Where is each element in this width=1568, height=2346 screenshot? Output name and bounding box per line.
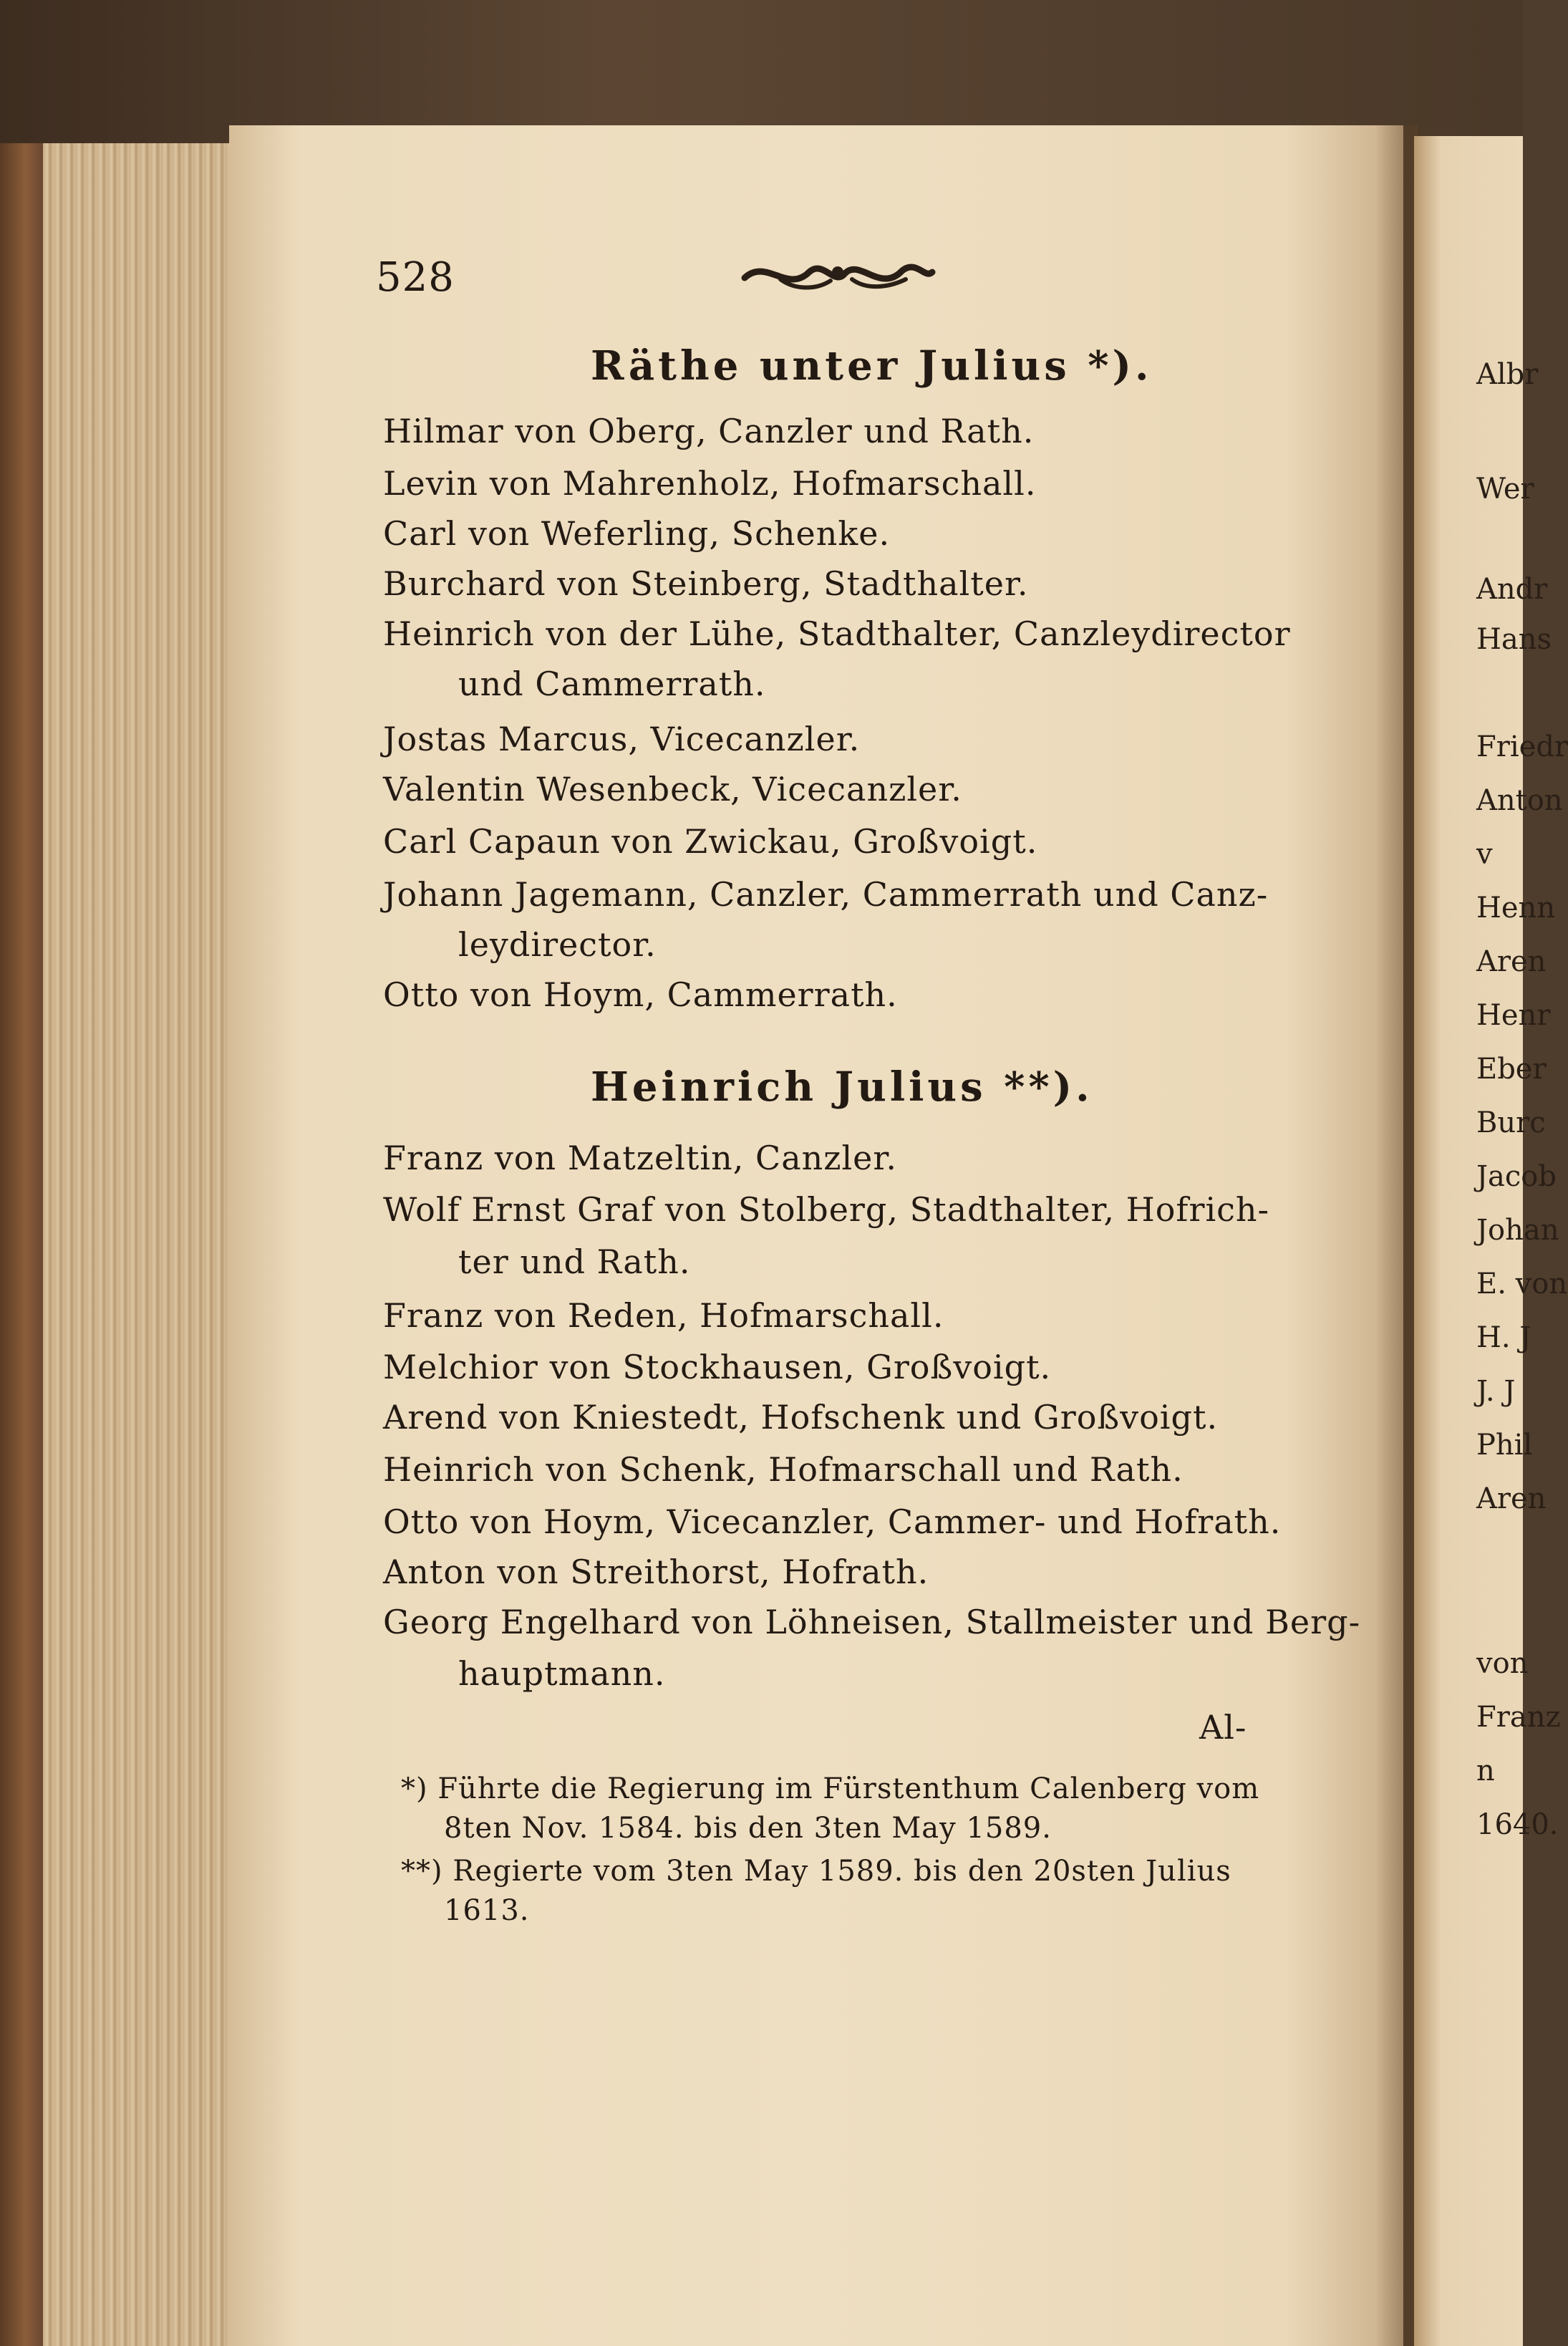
- catchword: Al-: [1199, 1708, 1247, 1747]
- footnote-1: *) Führte die Regierung im Fürstenthum Calenberg vom: [401, 1772, 1260, 1805]
- entry-12: Wolf Ernst Graf von Stolberg, Stadthalter, Hofrich-: [383, 1190, 1270, 1229]
- right-fragment: Phil: [1476, 1429, 1533, 1462]
- entry-5: Heinrich von der Lühe, Stadthalter, Canzleydirector: [383, 614, 1291, 653]
- entry-15: Arend von Kniestedt, Hofschenk und Großvoigt.: [383, 1398, 1219, 1437]
- entry-7: Valentin Wesenbeck, Vicecanzler.: [383, 770, 962, 808]
- right-fragment: H. J: [1476, 1321, 1531, 1354]
- entry-4: Burchard von Steinberg, Stadthalter.: [383, 564, 1029, 603]
- right-fragment: Eber: [1476, 1053, 1547, 1086]
- entry-6: Jostas Marcus, Vicecanzler.: [383, 720, 861, 758]
- footnote-2: **) Regierte vom 3ten May 1589. bis den 20sten Julius: [401, 1855, 1231, 1888]
- right-fragment: Albr: [1476, 358, 1539, 391]
- right-fragment: v: [1476, 838, 1493, 871]
- entry-9: Johann Jagemann, Canzler, Cammerrath und Canz-: [383, 875, 1269, 914]
- entry-14: Melchior von Stockhausen, Großvoigt.: [383, 1348, 1052, 1386]
- right-fragment: Henr: [1476, 999, 1551, 1032]
- right-fragment: Andr: [1476, 573, 1548, 606]
- right-fragment: 1640.: [1476, 1808, 1559, 1841]
- right-fragment: n: [1476, 1754, 1495, 1787]
- right-fragment: J. J: [1476, 1375, 1516, 1408]
- entry-1: Hilmar von Oberg, Canzler und Rath.: [383, 412, 1035, 450]
- entry-2: Levin von Mahrenholz, Hofmarschall.: [383, 464, 1037, 503]
- entry-18: Anton von Streithorst, Hofrath.: [383, 1553, 929, 1591]
- right-fragment: Burc: [1476, 1106, 1546, 1139]
- page-number: 528: [376, 254, 455, 301]
- entry-17: Otto von Hoym, Vicecanzler, Cammer- und Hofrath.: [383, 1502, 1282, 1541]
- entry-3: Carl von Weferling, Schenke.: [383, 514, 891, 553]
- right-fragment: Anton: [1476, 784, 1563, 817]
- right-fragment: Hans: [1476, 623, 1552, 656]
- right-fragment: Wer: [1476, 473, 1534, 506]
- entry-10: Otto von Hoym, Cammerrath.: [383, 975, 898, 1014]
- right-fragment: Aren: [1476, 945, 1547, 978]
- right-fragment: Aren: [1476, 1482, 1547, 1515]
- right-fragment: E. von: [1476, 1268, 1568, 1300]
- right-fragment: Johan: [1476, 1214, 1559, 1247]
- right-fragment: Friedr: [1476, 730, 1568, 763]
- section-heading-heinrich-julius: Heinrich Julius **).: [591, 1063, 1093, 1111]
- entry-19-cont: hauptmann.: [458, 1654, 666, 1693]
- footnote-2-cont: 1613.: [444, 1894, 530, 1927]
- entry-19: Georg Engelhard von Löhneisen, Stallmeister und Berg-: [383, 1603, 1361, 1641]
- entry-13: Franz von Reden, Hofmarschall.: [383, 1296, 944, 1335]
- entry-8: Carl Capaun von Zwickau, Großvoigt.: [383, 822, 1038, 861]
- right-fragment: Jacob: [1476, 1160, 1557, 1193]
- right-fragment: Franz: [1476, 1701, 1561, 1734]
- entry-12-cont: ter und Rath.: [458, 1242, 691, 1281]
- entry-16: Heinrich von Schenk, Hofmarschall und Rath.: [383, 1450, 1184, 1489]
- right-fragment: von: [1476, 1647, 1529, 1680]
- entry-11: Franz von Matzeltin, Canzler.: [383, 1139, 897, 1177]
- entry-5-cont: und Cammerrath.: [458, 665, 766, 703]
- ornament-icon: [737, 251, 938, 301]
- right-fragment: Henn: [1476, 892, 1556, 925]
- entry-9-cont: leydirector.: [458, 925, 657, 964]
- footnote-1-cont: 8ten Nov. 1584. bis den 3ten May 1589.: [444, 1812, 1052, 1845]
- section-heading-julius: Räthe unter Julius *).: [591, 342, 1153, 390]
